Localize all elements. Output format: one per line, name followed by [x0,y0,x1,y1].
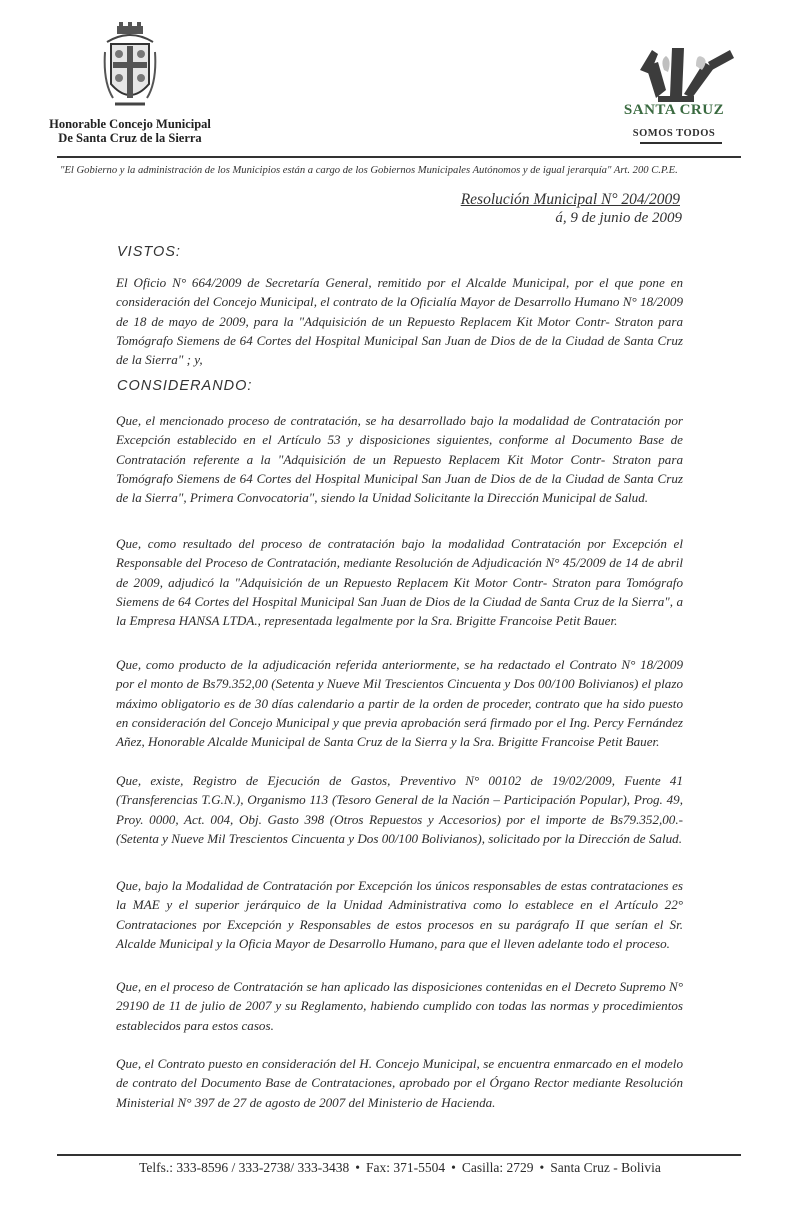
footer-divider [57,1154,741,1156]
council-name [0,117,260,145]
paragraph-vistos: El Oficio N° 664/2009 de Secretaría General, remitido por el Alcalde Municipal, por el que pone en consideración del Concejo Municipal, el contrato de la Oficialía Mayor de Desarrollo Humano N° 18/2009 de 18 de mayo de 2009, para la "Adquisición de un Repuesto Replacem Kit Motor Contr- Straton para Tomógrafo Siemens de 64 Cortes del Hospital Municipal San Juan de Dios de de la Ciudad de Santa Cruz de la Sierra" ; y, [116,275,683,368]
footer-casilla: Casilla: 2729 [461,1160,534,1175]
footer-bullet: • [355,1160,361,1175]
paragraph-considerando-1: Que, el mencionado proceso de contratación, se ha desarrollado bajo la modalidad de Contratación por Excepción establecido en el Artículo 53 y disposiciones siguientes, conforme al Documento Base de Contratación referente a la "Adquisición de un Repuesto Replacem Kit Motor Contr- Straton para Tomógrafo Siemens de 64 Cortes del Hospital Municipal San Juan de Dios de de la Ciudad de Santa Cruz de la Sierra", Primera Convocatoria", siendo la Unidad Solicitante la Dirección Municipal de Salud. [116,413,683,506]
considerando-heading: CONSIDERANDO: [117,378,253,394]
vistos-heading: VISTOS: [117,244,181,260]
footer-contact [0,1160,800,1176]
council-line-2: De Santa Cruz de la Sierra [58,131,202,145]
footer-fax: Fax: 371-5504 [366,1160,446,1175]
constitution-motto: "El Gobierno y la administración de los Municipios están a cargo de los Gobiernos Municipales Autónomos y de igual jerarquía" Art. 200 C.P.E. [60,165,678,176]
footer-phones: Telfs.: 333-8596 / 333-2738/ 333-3438 [139,1160,350,1175]
logo-wordmark: SANTA CRUZ [623,102,725,118]
footer-city: Santa Cruz - Bolivia [550,1160,661,1175]
footer-bullet: • [451,1160,456,1175]
paragraph-considerando-3: Que, como producto de la adjudicación referida anteriormente, se ha redactado el Contrato N° 18/2009 por el monto de Bs79.352,00 (Setenta y Nueve Mil Trescientos Cincuenta y Dos 00/100 Bolivianos) el plazo máximo obligatorio es de 30 días calendario a partir de la orden de proceder, contrato que ha sido puesto en consideración del Concejo Municipal y que previa aprobación será firmado por el Ing. Percy Fernández Añez, Honorable Alcalde Municipal de Santa Cruz de la Sierra y la Sra. Brigitte Francoise Petit Bauer. [116,657,683,750]
council-line-1: Honorable Concejo Municipal [49,117,211,131]
paragraph-considerando-2: Que, como resultado del proceso de contratación bajo la modalidad Contratación por Excepción el Responsable del Proceso de Contratación, mediante Resolución de Adjudicación N° 45/2009 de 14 de abril de 2009, adjudicó la "Adquisición de un Repuesto Replacem Kit Motor Contr- Straton para Tomógrafo Siemens de 64 Cortes del Hospital Municipal San Juan de Dios de la Ciudad de Santa Cruz de la Sierra", a la Empresa HANSA LTDA., representada legalmente por la Sra. Brigitte Francoise Petit Bauer. [116,536,683,629]
coat-of-arms-icon [103,22,157,112]
footer-bullet: • [539,1160,545,1175]
resolution-date: á, 9 de junio de 2009 [555,210,682,226]
paragraph-considerando-7: Que, el Contrato puesto en consideración del H. Concejo Municipal, se encuentra enmarcado en el modelo de contrato del Documento Base de Contrataciones, aprobado por el Órgano Rector mediante Resolución Ministerial N° 397 de 27 de agosto de 2007 del Ministerio de Hacienda. [116,1056,683,1110]
paragraph-considerando-4: Que, existe, Registro de Ejecución de Gastos, Preventivo N° 00102 de 19/02/2009, Fuente 41 (Transferencias T.G.N.), Organismo 113 (Tesoro General de la Nación – Participación Popular), Prog. 49, Proy. 0000, Act. 004, Obj. Gasto 398 (Otros Repuestos y Accesorios) por el importe de Bs79.352,00.- (Setenta y Nueve Mil Trescientos Cincuenta y Dos 00/100 Bolivianos), solicitado por la Dirección de Salud. [116,773,683,846]
header-divider [57,156,741,158]
paragraph-considerando-5: Que, bajo la Modalidad de Contratación por Excepción los únicos responsables de estas contrataciones es la MAE y el superior jerárquico de la Unidad Administrativa como lo establece en el Artículo 22° Contrataciones por Excepción y Responsables de estos procesos en su parágrafo II que serían el Sr. Alcalde Municipal y la Oficia Mayor de Desarrollo Humano, para que el lleven adelante todo el proceso. [116,878,683,951]
paragraph-considerando-6: Que, en el proceso de Contratación se han aplicado las disposiciones contenidas en el Decreto Supremo N° 29190 de 11 de julio de 2007 y su Reglamento, habiendo cumplido con todas las normas y procedimientos establecidos para estos casos. [116,979,683,1033]
resolution-title: Resolución Municipal N° 204/2009 [460,191,680,208]
logo-tagline: SOMOS TODOS [632,128,716,139]
logo-underline [640,142,722,144]
